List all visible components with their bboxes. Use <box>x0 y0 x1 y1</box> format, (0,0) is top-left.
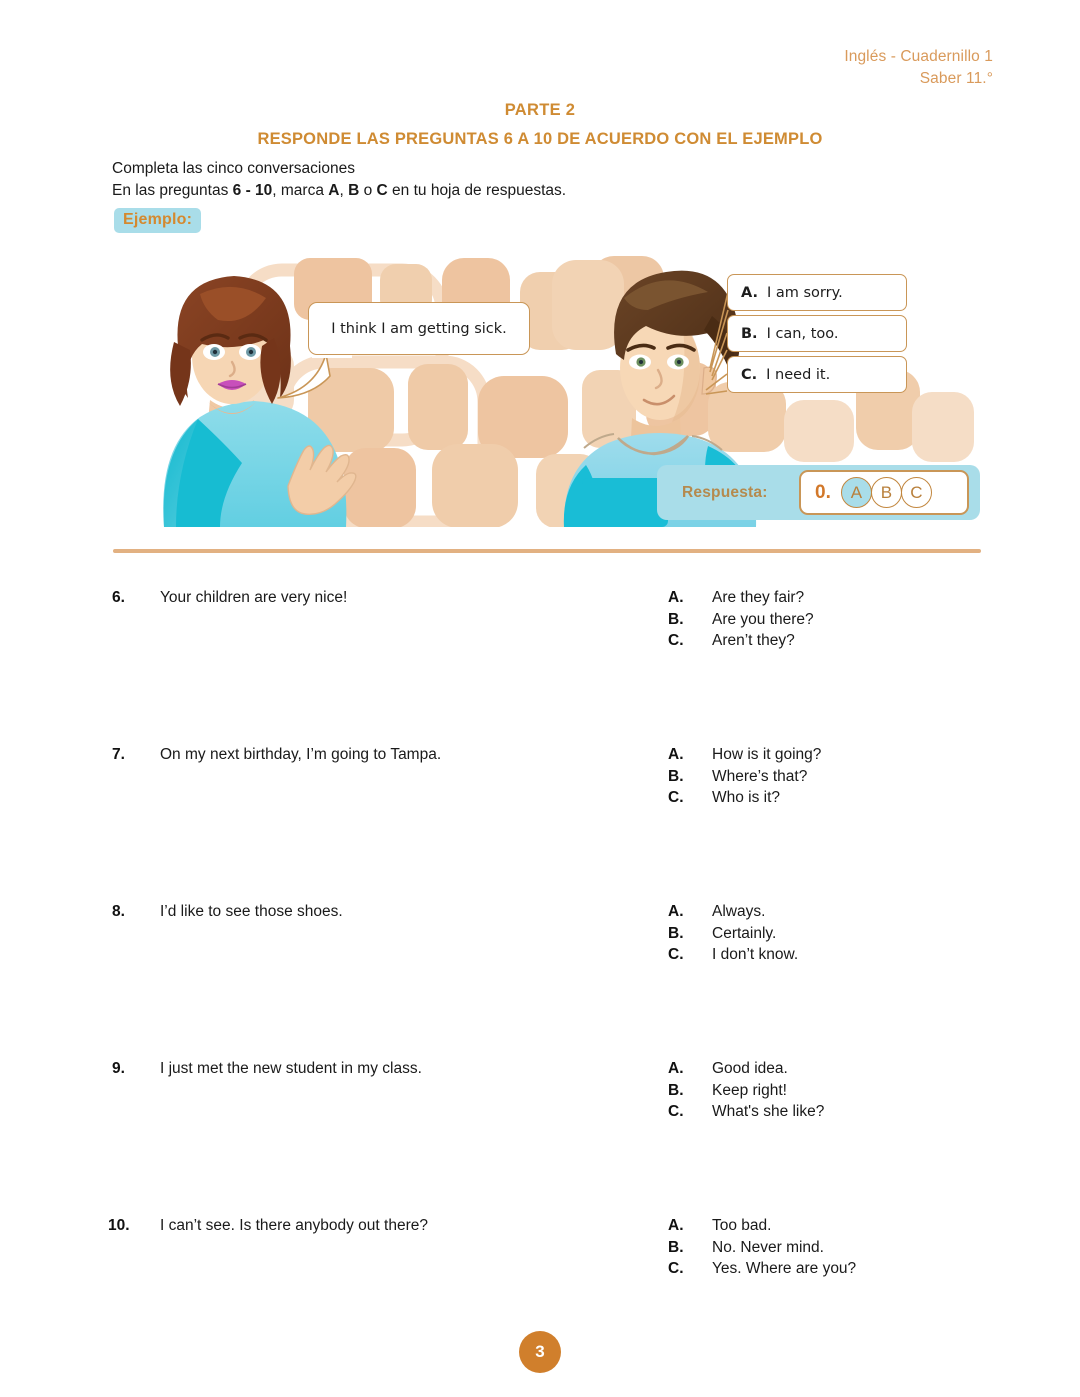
questions-list <box>0 589 1080 1374</box>
question-row-6 <box>0 589 1080 746</box>
question-7-option-a-text: How is it going? <box>712 746 822 763</box>
question-9-option-a-letter: A. <box>668 1060 684 1077</box>
question-6-option-a-text: Are they fair? <box>712 589 805 606</box>
part-title: PARTE 2 <box>504 101 576 119</box>
intro-mid: , marca <box>272 182 329 200</box>
question-8-option-a-text: Always. <box>712 903 766 920</box>
question-row-7 <box>0 746 1080 903</box>
intro-pre: En las preguntas <box>112 182 233 200</box>
header-line-exam: Saber 11.° <box>919 70 993 87</box>
question-6-option-b-letter: B. <box>668 610 684 628</box>
question-7-option-c-letter: C. <box>668 789 684 806</box>
question-10-option-c-letter: C. <box>668 1260 684 1277</box>
ejemplo-badge: Ejemplo: <box>114 208 201 233</box>
example-illustration <box>112 250 980 527</box>
question-6-option-c-letter: C. <box>668 632 684 649</box>
example-option-c <box>727 356 907 393</box>
question-9-prompt: I just met the new student in my class. <box>160 1060 422 1077</box>
question-8-option-c-letter: C. <box>668 946 684 963</box>
question-7-option-c-text: Who is it? <box>712 789 781 806</box>
question-9-option-c-text: What's she like? <box>712 1103 825 1120</box>
intro-sep-1: , <box>339 182 349 200</box>
question-9-number: 9. <box>112 1060 125 1077</box>
question-7-option-b-letter: B. <box>668 767 684 785</box>
example-option-a-letter: A. <box>741 284 758 301</box>
section-divider <box>113 549 981 553</box>
question-10-option-a-text: Too bad. <box>712 1217 772 1234</box>
question-9-option-c-letter: C. <box>668 1103 684 1120</box>
instruction-title: RESPONDE LAS PREGUNTAS 6 A 10 DE ACUERDO CON EL EJEMPLO <box>257 130 823 148</box>
question-8-option-b-text: Certainly. <box>712 924 777 942</box>
intro-sep-2: o <box>359 182 377 200</box>
question-6-number: 6. <box>112 589 125 606</box>
question-8-option-c-text: I don’t know. <box>712 946 799 963</box>
question-9-option-a-text: Good idea. <box>712 1060 788 1077</box>
intro-instructions <box>112 158 566 203</box>
question-8-number: 8. <box>112 903 125 920</box>
question-7-number: 7. <box>112 746 125 763</box>
example-option-b-letter: B. <box>741 325 758 342</box>
intro-letter-b: B <box>348 182 360 200</box>
page-number-badge: 3 <box>519 1331 561 1373</box>
question-7-prompt: On my next birthday, I’m going to Tampa. <box>160 746 442 763</box>
question-row-8 <box>0 903 1080 1060</box>
question-6-option-a-letter: A. <box>668 589 684 606</box>
document-header <box>844 46 993 90</box>
intro-range: 6 - 10 <box>232 182 273 200</box>
answer-question-number: 0. <box>815 481 831 503</box>
speech-bubble-woman <box>308 302 530 355</box>
question-9-option-b-letter: B. <box>668 1081 684 1099</box>
question-8-prompt: I’d like to see those shoes. <box>160 903 343 920</box>
question-6-option-b-text: Are you there? <box>712 610 814 628</box>
header-line-booklet: Inglés - Cuadernillo 1 <box>844 48 993 65</box>
question-10-option-b-letter: B. <box>668 1238 684 1256</box>
question-10-option-b-text: No. Never mind. <box>712 1238 824 1256</box>
intro-line-1: Completa las cinco conversaciones <box>112 160 355 177</box>
question-10-number: 10. <box>108 1217 130 1234</box>
example-option-c-text: I need it. <box>766 366 831 383</box>
answer-bubble-a[interactable]: A <box>841 477 872 508</box>
example-option-b-text: I can, too. <box>766 325 839 342</box>
intro-letter-c: C <box>376 182 388 200</box>
question-10-option-c-text: Yes. Where are you? <box>712 1260 857 1277</box>
example-option-b <box>727 315 907 352</box>
speech-bubble-text: I think I am getting sick. <box>331 320 507 337</box>
question-6-prompt: Your children are very nice! <box>160 589 348 606</box>
question-7-option-b-text: Where’s that? <box>712 767 808 785</box>
question-8-option-a-letter: A. <box>668 903 684 920</box>
question-10-prompt: I can’t see. Is there anybody out there? <box>160 1217 428 1234</box>
question-7-option-a-letter: A. <box>668 746 684 763</box>
intro-line-2 <box>112 180 566 202</box>
answer-bubble-b[interactable]: B <box>871 477 902 508</box>
example-option-a <box>727 274 907 311</box>
intro-letter-a: A <box>328 182 340 200</box>
intro-post: en tu hoja de respuestas. <box>387 182 567 200</box>
question-8-option-b-letter: B. <box>668 924 684 942</box>
question-row-9 <box>0 1060 1080 1217</box>
example-option-a-text: I am sorry. <box>767 284 843 301</box>
example-option-c-letter: C. <box>741 366 758 383</box>
answer-label: Respuesta: <box>682 483 768 501</box>
question-10-option-a-letter: A. <box>668 1217 684 1234</box>
answer-bar <box>657 465 980 520</box>
answer-bubble-c[interactable]: C <box>901 477 932 508</box>
question-6-option-c-text: Aren’t they? <box>712 632 795 649</box>
question-9-option-b-text: Keep right! <box>712 1081 787 1099</box>
answer-pill <box>799 470 969 515</box>
